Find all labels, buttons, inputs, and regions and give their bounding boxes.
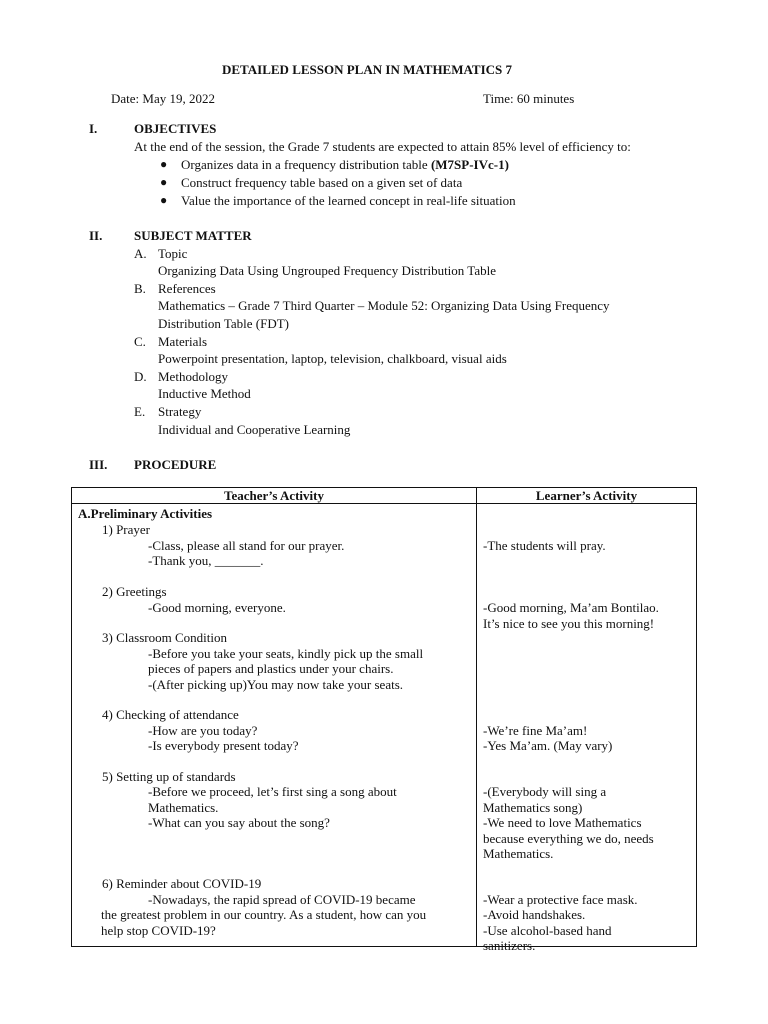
column-header-learner: Learner’s Activity [477,488,697,504]
section-numeral-subject: II. [89,228,103,243]
item-label-references: References [158,281,216,296]
teacher-line: -(After picking up)You may now take your seats. [148,677,404,692]
learner-line: because everything we do, needs [483,831,654,846]
item-label-strategy: Strategy [158,404,202,419]
learner-line: Mathematics song) [483,800,583,815]
teacher-line: 4) Checking of attendance [102,707,239,722]
teacher-line: -Thank you, _______. [148,553,264,568]
materials-text: Powerpoint presentation, laptop, television, chalkboard, visual aids [158,351,507,366]
section-numeral-procedure: III. [89,457,108,472]
competency-code: (M7SP-IVc-1) [430,157,509,172]
teacher-line: pieces of papers and plastics under your chairs. [148,661,394,676]
teacher-line: -Nowadays, the rapid spread of COVID-19 became [148,892,416,907]
teacher-line: -Class, please all stand for our prayer. [148,538,345,553]
learner-line: Mathematics. [483,846,554,861]
topic-text: Organizing Data Using Ungrouped Frequency Distribution Table [158,263,496,278]
teacher-line: help stop COVID-19? [101,923,216,938]
teacher-line: 5) Setting up of standards [102,769,236,784]
item-letter: C. [134,334,146,349]
references-text: Mathematics – Grade 7 Third Quarter – Module 52: Organizing Data Using Frequency [158,298,610,313]
learner-line: -(Everybody will sing a [483,784,607,799]
objective-item: Construct frequency table based on a given set of data [181,175,463,190]
teacher-activity-cell [72,504,477,947]
item-label-materials: Materials [158,334,208,349]
item-letter: A. [134,246,147,261]
section-numeral-objectives: I. [89,121,98,136]
date-label: Date: May 19, 2022 [111,91,215,106]
time-label: Time: 60 minutes [483,91,575,106]
bullet-dot: ● [160,157,168,171]
procedure-heading: PROCEDURE [134,457,217,472]
table-row [72,504,697,947]
objectives-intro: At the end of the session, the Grade 7 students are expected to attain 85% level of efficiency to: [134,139,631,154]
teacher-line: 3) Classroom Condition [102,630,227,645]
teacher-line: -Before you take your seats, kindly pick up the small [148,646,424,661]
bullet-dot: ● [160,175,168,189]
objective-item: Value the importance of the learned concept in real-life situation [181,193,516,208]
teacher-line: 6) Reminder about COVID-19 [102,876,262,891]
table-header-row [72,488,697,504]
learner-line: -Wear a protective face mask. [483,892,638,907]
objective-text: Organizes data in a frequency distribution table [181,157,428,172]
learner-line: -The students will pray. [483,538,606,553]
learner-line: -Yes Ma’am. (May vary) [483,738,613,753]
references-text: Distribution Table (FDT) [158,316,290,331]
learner-line: It’s nice to see you this morning! [483,616,655,631]
column-header-teacher: Teacher’s Activity [72,488,477,504]
learner-line: -Use alcohol-based hand [483,923,612,938]
learner-line: -Avoid handshakes. [483,907,586,922]
subject-matter-heading: SUBJECT MATTER [134,228,252,243]
teacher-line: -What can you say about the song? [148,815,330,830]
item-letter: D. [134,369,147,384]
procedure-table [71,487,697,953]
teacher-line: -Is everybody present today? [148,738,299,753]
item-label-topic: Topic [158,246,188,261]
teacher-line: -Good morning, everyone. [148,600,286,615]
learner-line: sanitizers. [483,938,536,953]
teacher-line: -Before we proceed, let’s first sing a song about [148,784,397,799]
learner-line: -Good morning, Ma’am Bontilao. [483,600,659,615]
learner-activity-cell [477,504,697,953]
learner-line: -We need to love Mathematics [483,815,642,830]
item-label-methodology: Methodology [158,369,229,384]
teacher-line: 1) Prayer [102,522,151,537]
teacher-line: 2) Greetings [102,584,167,599]
section-label: A.Preliminary Activities [78,506,213,521]
teacher-line: -How are you today? [148,723,258,738]
document-title: DETAILED LESSON PLAN IN MATHEMATICS 7 [222,62,513,77]
learner-line: -We’re fine Ma’am! [483,723,588,738]
objective-item [181,157,509,173]
methodology-text: Inductive Method [158,386,251,401]
objectives-heading: OBJECTIVES [134,121,217,136]
item-letter: B. [134,281,146,296]
item-letter: E. [134,404,146,419]
teacher-line: the greatest problem in our country. As a student, how can you [101,907,427,922]
strategy-text: Individual and Cooperative Learning [158,422,351,437]
teacher-line: Mathematics. [148,800,219,815]
bullet-dot: ● [160,193,168,207]
